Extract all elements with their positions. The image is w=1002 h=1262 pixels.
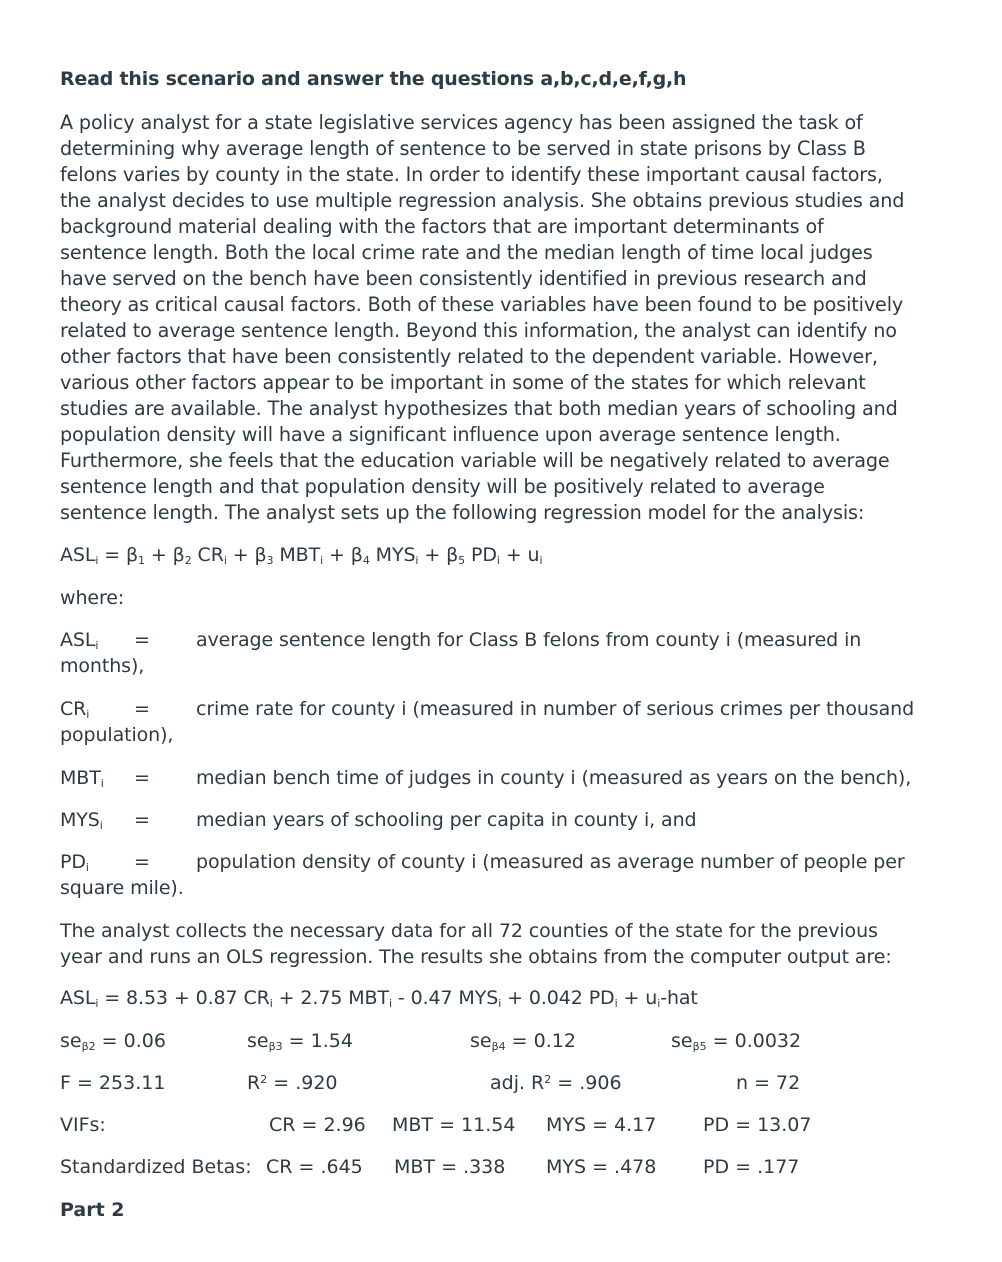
vif-mys: MYS = 4.17 <box>546 1114 657 1136</box>
se-sub: β5 <box>692 1040 707 1053</box>
model-sub: 2 <box>184 554 192 567</box>
r2-val: = .920 <box>267 1072 338 1094</box>
betas-label: Standardized Betas: <box>60 1156 252 1178</box>
model-sub: 1 <box>138 554 145 567</box>
var-sub: i <box>99 819 103 832</box>
adj-pre: adj. R <box>490 1072 545 1094</box>
model-term: PD <box>465 544 497 566</box>
var-name: MYS <box>60 809 100 831</box>
var-sub: i <box>86 708 90 721</box>
est-term: + 2.75 MBT <box>272 987 389 1009</box>
model-sub: 4 <box>362 554 370 567</box>
model-term: = <box>98 544 127 566</box>
est-sub: i <box>269 997 273 1010</box>
adj-sup: 2 <box>544 1073 552 1086</box>
where-label: where: <box>60 587 125 609</box>
se-beta2 <box>60 1030 166 1052</box>
definition-eq: = <box>134 809 150 831</box>
definition-cr <box>60 696 920 748</box>
est-term: + u <box>617 987 658 1009</box>
se-val: = 0.06 <box>95 1030 166 1052</box>
definition-eq: = <box>134 629 150 651</box>
model-sub: i <box>320 554 324 567</box>
se-beta4 <box>470 1030 576 1052</box>
beta-cr: CR = .645 <box>266 1156 363 1178</box>
model-sub: i <box>223 554 227 567</box>
definition-eq: = <box>134 767 150 789</box>
definition-eq: = <box>134 698 150 720</box>
vifs-label: VIFs: <box>60 1114 106 1136</box>
se-pre: se <box>470 1030 492 1052</box>
scenario-paragraph: A policy analyst for a state legislative services agency has been assigned the task of determining why average length of sentence to be served in state prisons by Class B felons varies by county in the state. In order to identify these important causal factors, the analyst decides to use multiple regression analysis. She obtains previous studies and background material dealing with the factors that are important determinants of sentence length. Both the local crime rate and the median length of time local judges have served on the bench have been consistently identified in previous research and theory as critical causal factors. Both of these variables have been found to be positively related to average sentence length. Beyond this information, the analyst can identify no other factors that have been consistently related to the dependent variable. However, various other factors appear to be important in some of the states for which relevant studies are available. The analyst hypothesizes that both median years of schooling and population density will have a significant influence upon average sentence length. Furthermore, she feels that the education variable will be negatively related to average sentence length and that population density will be positively related to average sentence length. The analyst sets up the following regression model for the analysis: <box>60 111 905 524</box>
vif-pd: PD = 13.07 <box>703 1114 812 1136</box>
se-val: = 0.12 <box>505 1030 576 1052</box>
est-term: - 0.47 MYS <box>391 987 499 1009</box>
model-term: β <box>446 544 459 566</box>
model-term: CR <box>191 544 224 566</box>
est-sub: i <box>388 997 392 1010</box>
se-pre: se <box>671 1030 693 1052</box>
definition-mbt <box>60 765 920 791</box>
se-val: = 0.0032 <box>706 1030 802 1052</box>
r2-sup: 2 <box>260 1073 268 1086</box>
definition-text: median bench time of judges in county i (measured as years on the bench), <box>196 767 912 789</box>
definition-var <box>60 627 134 653</box>
se-sub: β2 <box>81 1040 96 1053</box>
definition-text: population density of county i (measured as average number of people per square mile). <box>60 851 905 899</box>
definition-text: average sentence length for Class B felons from county i (measured in months), <box>60 629 862 677</box>
se-sub: β3 <box>268 1040 283 1053</box>
model-term: ASL <box>60 544 96 566</box>
se-beta5 <box>671 1030 801 1052</box>
model-sub: i <box>95 554 99 567</box>
model-sub: i <box>415 554 419 567</box>
model-sub: 3 <box>266 554 274 567</box>
model-term: MBT <box>273 544 321 566</box>
se-pre: se <box>247 1030 269 1052</box>
estimated-equation <box>60 987 698 1009</box>
model-term: β <box>254 544 267 566</box>
beta-mys: MYS = .478 <box>546 1156 657 1178</box>
regression-model <box>60 544 542 566</box>
definition-var <box>60 807 134 833</box>
sample-size: n = 72 <box>736 1072 801 1094</box>
model-term: + <box>144 544 173 566</box>
definition-text: crime rate for county i (measured in number of serious crimes per thousand population), <box>60 698 915 746</box>
est-sub: i <box>95 997 99 1010</box>
vif-cr: CR = 2.96 <box>269 1114 366 1136</box>
est-sub: i <box>498 997 502 1010</box>
est-term: + 0.042 PD <box>501 987 615 1009</box>
se-beta3 <box>247 1030 353 1052</box>
est-sub: i <box>614 997 618 1010</box>
vif-mbt: MBT = 11.54 <box>392 1114 516 1136</box>
definition-eq: = <box>134 851 150 873</box>
part-heading: Part 2 <box>60 1199 125 1221</box>
definition-mys <box>60 807 920 833</box>
se-val: = 1.54 <box>282 1030 353 1052</box>
definition-asl <box>60 627 920 679</box>
adj-r-squared <box>490 1072 622 1094</box>
est-term: ASL <box>60 987 96 1009</box>
page-heading: Read this scenario and answer the questions a,b,c,d,e,f,g,h <box>60 68 687 90</box>
est-term: -hat <box>660 987 698 1009</box>
definition-text: median years of schooling per capita in county i, and <box>196 809 697 831</box>
model-sub: i <box>539 554 543 567</box>
var-name: ASL <box>60 629 96 651</box>
se-sub: β4 <box>491 1040 506 1053</box>
adj-val: = .906 <box>551 1072 622 1094</box>
var-sub: i <box>85 861 89 874</box>
definition-var <box>60 696 134 722</box>
est-term: = 8.53 + 0.87 CR <box>98 987 270 1009</box>
var-name: CR <box>60 698 87 720</box>
beta-pd: PD = .177 <box>703 1156 800 1178</box>
model-term: + u <box>499 544 540 566</box>
model-term: β <box>350 544 363 566</box>
model-term: + <box>226 544 255 566</box>
r-squared <box>247 1072 338 1094</box>
se-pre: se <box>60 1030 82 1052</box>
model-term: β <box>172 544 185 566</box>
model-term: β <box>126 544 139 566</box>
var-sub: i <box>95 639 99 652</box>
var-name: MBT <box>60 767 101 789</box>
var-sub: i <box>100 777 104 790</box>
results-intro: The analyst collects the necessary data for all 72 counties of the state for the previous year and runs an OLS regression. The results she obtains from the computer output are: <box>60 920 892 968</box>
beta-mbt: MBT = .338 <box>394 1156 506 1178</box>
model-term: + <box>323 544 351 566</box>
r2-pre: R <box>247 1072 261 1094</box>
var-name: PD <box>60 851 86 873</box>
definition-var <box>60 765 134 791</box>
model-sub: i <box>496 554 500 567</box>
model-term: MYS <box>369 544 416 566</box>
definition-var <box>60 849 134 875</box>
est-sub: i <box>657 997 661 1010</box>
f-statistic: F = 253.11 <box>60 1072 166 1094</box>
definition-pd <box>60 849 920 901</box>
model-sub: 5 <box>458 554 466 567</box>
model-term: + <box>418 544 447 566</box>
